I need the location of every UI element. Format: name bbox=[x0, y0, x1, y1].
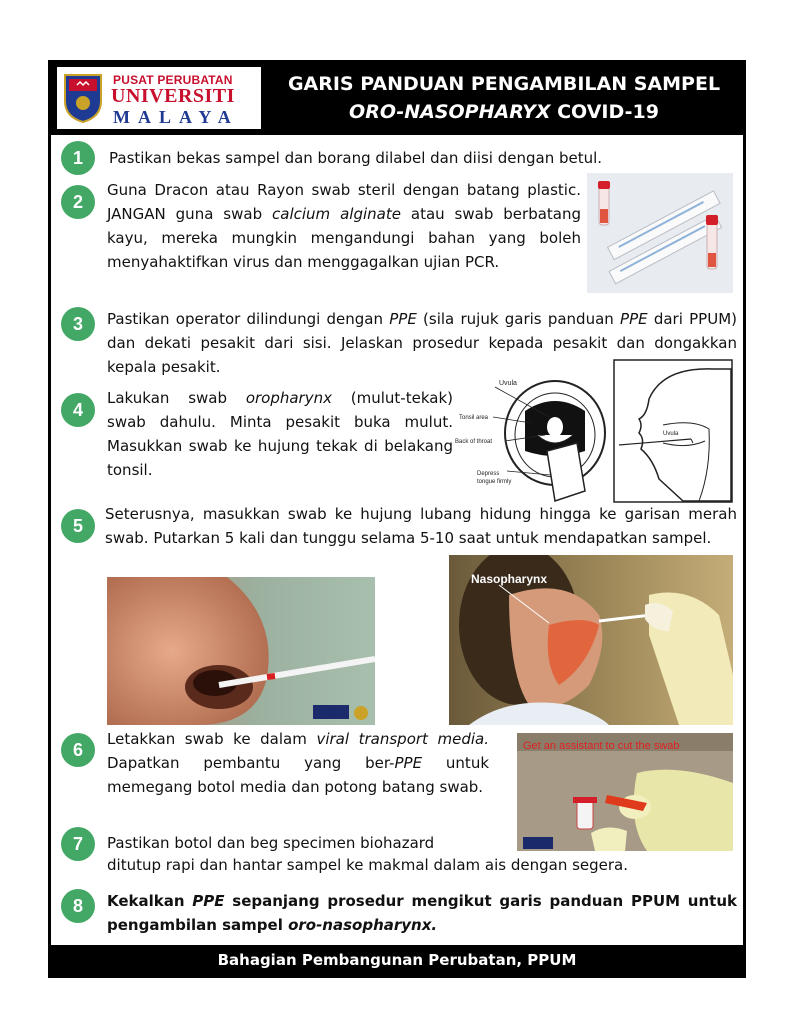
nasopharynx-illustration bbox=[449, 555, 733, 725]
swab-kit-photo bbox=[587, 173, 733, 293]
head-side-diagram bbox=[613, 359, 733, 503]
cut-swab-illustration bbox=[517, 733, 733, 851]
step-5-text: Seterusnya, masukkan swab ke hujung lubang hidung hingga ke garisan merah swab. Putarkan 5 kali dan tunggu selama 5-10 saat untuk mendapatkan sampel. bbox=[105, 505, 737, 547]
step-8-italic-b: oro-nasopharynx. bbox=[288, 916, 438, 934]
step-4-text-a: Lakukan swab bbox=[107, 389, 246, 407]
footer-bar: Bahagian Pembangunan Perubatan, PPUM bbox=[51, 945, 743, 975]
mouth-diagram bbox=[455, 371, 611, 507]
logo-text-line2: UNIVERSITI bbox=[111, 85, 235, 107]
title-rest: COVID-19 bbox=[550, 101, 659, 123]
step-3-badge: 3 bbox=[61, 307, 95, 341]
poster-title-line1: GARIS PANDUAN PENGAMBILAN SAMPEL bbox=[287, 73, 721, 95]
step-2-italic: calcium alginate bbox=[272, 205, 401, 223]
step-4-italic: oropharynx bbox=[245, 389, 332, 407]
cut-swab-photo bbox=[517, 733, 733, 851]
side-label-uvula: Uvula bbox=[663, 431, 679, 437]
step-4-text-b: (mulut-tekak) swab dahulu. Minta pesakit buka mulut. Masukkan swab ke hujung tekak di belakang tonsil. bbox=[107, 389, 453, 479]
step-7-badge: 7 bbox=[61, 827, 95, 861]
step-4-badge: 4 bbox=[61, 393, 95, 427]
nasal-swab-closeup-photo bbox=[107, 577, 375, 725]
step-2-text-b: atau swab berbatang kayu, mereka mungkin mengandungi bahan yang boleh menyahaktifkan virus dan menggagalkan ujian PCR. bbox=[107, 205, 582, 271]
step-8-badge: 8 bbox=[61, 889, 95, 923]
mouth-label-tongue: tongue firmly bbox=[477, 479, 512, 485]
nasopharynx-swab-photo bbox=[449, 555, 733, 725]
step-3-italic-a: PPE bbox=[389, 310, 417, 328]
step-3-text-c: dari PPUM) dan dekati pesakit dari sisi. Jelaskan prosedur kepada pesakit dan dongakkan kepala pesakit. bbox=[107, 310, 737, 376]
step-6-text-b: Dapatkan pembantu yang ber- bbox=[107, 754, 395, 772]
step-6-text-a: Letakkan swab ke dalam bbox=[107, 730, 317, 748]
nose-illustration bbox=[107, 577, 375, 725]
step-6-text bbox=[107, 727, 489, 799]
step-1-text: Pastikan bekas sampel dan borang dilabel dan diisi dengan betul. bbox=[109, 149, 603, 167]
step-2-text-a: Guna Dracon atau Rayon swab steril dengan batang plastic. JANGAN guna swab bbox=[107, 181, 581, 223]
swab-kit-illustration bbox=[587, 173, 733, 293]
university-crest-icon bbox=[63, 73, 103, 123]
step-8-text-b: sepanjang prosedur mengikut garis panduan PPUM untuk pengambilan sampel bbox=[107, 892, 737, 934]
step-1-badge: 1 bbox=[61, 141, 95, 175]
step-3-text-a: Pastikan operator dilindungi dengan bbox=[107, 310, 390, 328]
step-3-italic-b: PPE bbox=[620, 310, 648, 328]
mouth-label-throat: Back of throat bbox=[455, 439, 493, 445]
step-6-italic-a: viral transport media. bbox=[316, 730, 490, 748]
step-7-text-line1: Pastikan botol dan beg specimen biohazard bbox=[107, 834, 435, 852]
step-2-text bbox=[107, 178, 581, 274]
step-6-badge: 6 bbox=[61, 733, 95, 767]
logo-text-line1: PUSAT PERUBATAN bbox=[113, 73, 233, 87]
mouth-label-tonsil: Tonsil area bbox=[459, 415, 489, 421]
header-bar bbox=[51, 63, 743, 135]
step-8-italic-a: PPE bbox=[192, 892, 225, 910]
mouth-label-depress: Depress bbox=[477, 471, 500, 477]
mouth-label-uvula: Uvula bbox=[499, 380, 517, 387]
ppum-logo bbox=[57, 67, 261, 129]
step-5-badge: 5 bbox=[61, 509, 95, 543]
nasopharynx-label: Nasopharynx bbox=[471, 572, 548, 586]
step-6-text-c: untuk memegang botol media dan potong batang swab. bbox=[107, 754, 490, 796]
step-8-text bbox=[107, 889, 737, 937]
cut-swab-caption: Get an assistant to cut the swab bbox=[523, 740, 680, 752]
step-6-italic-b: PPE bbox=[394, 754, 423, 772]
step-3-text-b: (sila rujuk garis panduan bbox=[416, 310, 621, 328]
step-2-badge: 2 bbox=[61, 185, 95, 219]
guideline-poster bbox=[48, 60, 746, 978]
poster-title-line2 bbox=[269, 101, 739, 123]
title-italic-part: ORO-NASOPHARYX bbox=[349, 101, 551, 123]
step-7-text-line2: ditutup rapi dan hantar sampel ke makmal dalam ais dengan segera. bbox=[107, 856, 629, 874]
step-8-text-a: Kekalkan bbox=[107, 892, 193, 910]
logo-text-line3: MALAYA bbox=[113, 107, 239, 127]
step-4-text bbox=[107, 386, 453, 482]
